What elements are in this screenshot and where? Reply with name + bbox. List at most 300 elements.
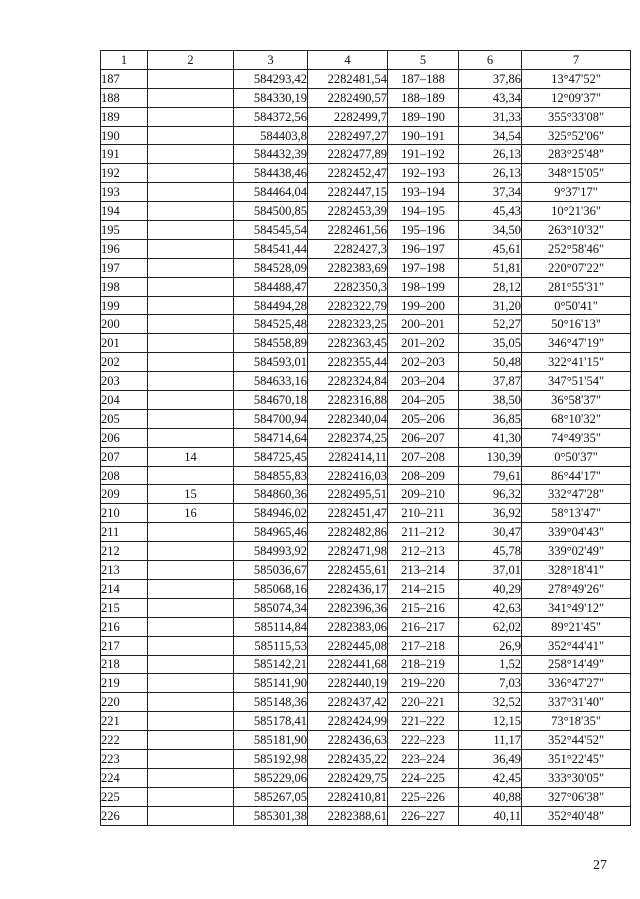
boundary-point-cell xyxy=(148,296,234,315)
table-row xyxy=(101,145,631,164)
coord-x-cell: 584432,39 xyxy=(234,145,308,164)
segment-cell: 187–188 xyxy=(388,69,459,88)
point-number-cell: 202 xyxy=(101,353,148,372)
coord-y-cell: 2282363,45 xyxy=(308,334,388,353)
boundary-point-cell xyxy=(148,88,234,107)
length-cell: 45,78 xyxy=(459,542,522,561)
segment-cell: 199–200 xyxy=(388,296,459,315)
coord-x-cell: 584528,09 xyxy=(234,258,308,277)
point-number-cell: 214 xyxy=(101,579,148,598)
boundary-point-cell xyxy=(148,466,234,485)
point-number-cell: 213 xyxy=(101,561,148,580)
table-row xyxy=(101,372,631,391)
bearing-cell: 336°47'27" xyxy=(522,674,631,693)
coord-y-cell: 2282481,54 xyxy=(308,69,388,88)
coord-y-cell: 2282316,88 xyxy=(308,391,388,410)
segment-cell: 219–220 xyxy=(388,674,459,693)
table-row xyxy=(101,202,631,221)
point-number-cell: 220 xyxy=(101,693,148,712)
boundary-point-cell xyxy=(148,787,234,806)
boundary-point-cell xyxy=(148,239,234,258)
bearing-cell: 0°50'41" xyxy=(522,296,631,315)
boundary-point-cell xyxy=(148,277,234,296)
bearing-cell: 346°47'19" xyxy=(522,334,631,353)
length-cell: 32,52 xyxy=(459,693,522,712)
table-row xyxy=(101,523,631,542)
coord-y-cell: 2282453,39 xyxy=(308,202,388,221)
point-number-cell: 212 xyxy=(101,542,148,561)
point-number-cell: 210 xyxy=(101,504,148,523)
segment-cell: 198–199 xyxy=(388,277,459,296)
length-cell: 51,81 xyxy=(459,258,522,277)
point-number-cell: 223 xyxy=(101,749,148,768)
segment-cell: 221–222 xyxy=(388,712,459,731)
bearing-cell: 258°14'49" xyxy=(522,655,631,674)
coord-x-cell: 585178,41 xyxy=(234,712,308,731)
point-number-cell: 191 xyxy=(101,145,148,164)
segment-cell: 190–191 xyxy=(388,126,459,145)
length-cell: 11,17 xyxy=(459,731,522,750)
segment-cell: 189–190 xyxy=(388,107,459,126)
length-cell: 34,50 xyxy=(459,221,522,240)
segment-cell: 192–193 xyxy=(388,164,459,183)
segment-cell: 197–198 xyxy=(388,258,459,277)
header-row xyxy=(101,51,631,70)
table-row xyxy=(101,655,631,674)
coord-x-cell: 585141,90 xyxy=(234,674,308,693)
coord-x-cell: 584488,47 xyxy=(234,277,308,296)
bearing-cell: 352°40'48" xyxy=(522,806,631,825)
coord-x-cell: 584494,28 xyxy=(234,296,308,315)
coord-x-cell: 585036,67 xyxy=(234,561,308,580)
coord-y-cell: 2282497,27 xyxy=(308,126,388,145)
coord-x-cell: 584700,94 xyxy=(234,409,308,428)
length-cell: 45,61 xyxy=(459,239,522,258)
boundary-point-cell xyxy=(148,598,234,617)
coord-y-cell: 2282451,47 xyxy=(308,504,388,523)
coord-x-cell: 585229,06 xyxy=(234,768,308,787)
length-cell: 7,03 xyxy=(459,674,522,693)
point-number-cell: 189 xyxy=(101,107,148,126)
coord-x-cell: 584464,04 xyxy=(234,183,308,202)
segment-cell: 216–217 xyxy=(388,617,459,636)
coord-y-cell: 2282471,98 xyxy=(308,542,388,561)
boundary-point-cell xyxy=(148,126,234,145)
point-number-cell: 218 xyxy=(101,655,148,674)
bearing-cell: 263°10'32" xyxy=(522,221,631,240)
segment-cell: 226–227 xyxy=(388,806,459,825)
length-cell: 130,39 xyxy=(459,447,522,466)
bearing-cell: 73°18'35" xyxy=(522,712,631,731)
coord-y-cell: 2282383,06 xyxy=(308,617,388,636)
boundary-point-cell xyxy=(148,768,234,787)
boundary-point-cell: 14 xyxy=(148,447,234,466)
table-row xyxy=(101,712,631,731)
segment-cell: 210–211 xyxy=(388,504,459,523)
coord-y-cell: 2282322,79 xyxy=(308,296,388,315)
bearing-cell: 283°25'48" xyxy=(522,145,631,164)
segment-cell: 222–223 xyxy=(388,731,459,750)
length-cell: 62,02 xyxy=(459,617,522,636)
point-number-cell: 198 xyxy=(101,277,148,296)
coord-y-cell: 2282445,08 xyxy=(308,636,388,655)
length-cell: 42,45 xyxy=(459,768,522,787)
point-number-cell: 190 xyxy=(101,126,148,145)
length-cell: 36,92 xyxy=(459,504,522,523)
length-cell: 52,27 xyxy=(459,315,522,334)
bearing-cell: 352°44'52" xyxy=(522,731,631,750)
coord-x-cell: 585181,90 xyxy=(234,731,308,750)
table-row xyxy=(101,806,631,825)
coord-x-cell: 584860,36 xyxy=(234,485,308,504)
segment-cell: 215–216 xyxy=(388,598,459,617)
table-row xyxy=(101,296,631,315)
boundary-point-cell xyxy=(148,542,234,561)
table-row xyxy=(101,636,631,655)
boundary-point-cell xyxy=(148,164,234,183)
table-row xyxy=(101,466,631,485)
table-row xyxy=(101,277,631,296)
bearing-cell: 278°49'26" xyxy=(522,579,631,598)
boundary-point-cell xyxy=(148,617,234,636)
length-cell: 42,63 xyxy=(459,598,522,617)
segment-cell: 204–205 xyxy=(388,391,459,410)
length-cell: 38,50 xyxy=(459,391,522,410)
coord-y-cell: 2282490,57 xyxy=(308,88,388,107)
point-number-cell: 217 xyxy=(101,636,148,655)
length-cell: 26,9 xyxy=(459,636,522,655)
table-row xyxy=(101,126,631,145)
point-number-cell: 226 xyxy=(101,806,148,825)
coord-x-cell: 584500,85 xyxy=(234,202,308,221)
bearing-cell: 36°58'37" xyxy=(522,391,631,410)
coord-y-cell: 2282441,68 xyxy=(308,655,388,674)
coord-x-cell: 584403,8 xyxy=(234,126,308,145)
segment-cell: 188–189 xyxy=(388,88,459,107)
point-number-cell: 221 xyxy=(101,712,148,731)
boundary-point-cell xyxy=(148,693,234,712)
boundary-point-cell xyxy=(148,523,234,542)
coord-y-cell: 2282355,44 xyxy=(308,353,388,372)
coord-x-cell: 585148,36 xyxy=(234,693,308,712)
length-cell: 40,88 xyxy=(459,787,522,806)
coord-y-cell: 2282350,3 xyxy=(308,277,388,296)
coord-x-cell: 585267,05 xyxy=(234,787,308,806)
coord-x-cell: 585301,38 xyxy=(234,806,308,825)
header-col-6: 6 xyxy=(459,51,522,70)
table-row xyxy=(101,561,631,580)
boundary-point-cell xyxy=(148,579,234,598)
length-cell: 35,05 xyxy=(459,334,522,353)
length-cell: 31,20 xyxy=(459,296,522,315)
coord-y-cell: 2282461,56 xyxy=(308,221,388,240)
table-row xyxy=(101,447,631,466)
coord-x-cell: 585115,53 xyxy=(234,636,308,655)
point-number-cell: 195 xyxy=(101,221,148,240)
bearing-cell: 86°44'17" xyxy=(522,466,631,485)
boundary-point-cell xyxy=(148,806,234,825)
coord-x-cell: 584633,16 xyxy=(234,372,308,391)
segment-cell: 209–210 xyxy=(388,485,459,504)
bearing-cell: 10°21'36" xyxy=(522,202,631,221)
table-row xyxy=(101,768,631,787)
bearing-cell: 325°52'06" xyxy=(522,126,631,145)
point-number-cell: 209 xyxy=(101,485,148,504)
page-number: 27 xyxy=(593,858,607,873)
header-col-2: 2 xyxy=(148,51,234,70)
coord-x-cell: 584330,19 xyxy=(234,88,308,107)
boundary-point-cell xyxy=(148,636,234,655)
coord-y-cell: 2282499,7 xyxy=(308,107,388,126)
segment-cell: 218–219 xyxy=(388,655,459,674)
bearing-cell: 339°02'49" xyxy=(522,542,631,561)
length-cell: 36,49 xyxy=(459,749,522,768)
segment-cell: 206–207 xyxy=(388,428,459,447)
boundary-point-cell xyxy=(148,202,234,221)
length-cell: 96,32 xyxy=(459,485,522,504)
bearing-cell: 333°30'05" xyxy=(522,768,631,787)
point-number-cell: 208 xyxy=(101,466,148,485)
length-cell: 31,33 xyxy=(459,107,522,126)
header-col-1: 1 xyxy=(101,51,148,70)
point-number-cell: 206 xyxy=(101,428,148,447)
coord-x-cell: 585114,84 xyxy=(234,617,308,636)
bearing-cell: 12°09'37" xyxy=(522,88,631,107)
coord-x-cell: 585068,16 xyxy=(234,579,308,598)
boundary-point-cell xyxy=(148,428,234,447)
boundary-point-cell xyxy=(148,221,234,240)
coord-y-cell: 2282414,11 xyxy=(308,447,388,466)
table-row xyxy=(101,693,631,712)
bearing-cell: 13°47'52" xyxy=(522,69,631,88)
length-cell: 34,54 xyxy=(459,126,522,145)
coord-x-cell: 584714,64 xyxy=(234,428,308,447)
bearing-cell: 281°55'31" xyxy=(522,277,631,296)
length-cell: 79,61 xyxy=(459,466,522,485)
bearing-cell: 337°31'40" xyxy=(522,693,631,712)
boundary-point-cell xyxy=(148,107,234,126)
table-row xyxy=(101,617,631,636)
boundary-point-cell xyxy=(148,353,234,372)
header-col-3: 3 xyxy=(234,51,308,70)
length-cell: 1,52 xyxy=(459,655,522,674)
point-number-cell: 196 xyxy=(101,239,148,258)
bearing-cell: 0°50'37" xyxy=(522,447,631,466)
bearing-cell: 332°47'28" xyxy=(522,485,631,504)
coord-y-cell: 2282388,61 xyxy=(308,806,388,825)
coord-y-cell: 2282396,36 xyxy=(308,598,388,617)
length-cell: 40,29 xyxy=(459,579,522,598)
bearing-cell: 328°18'41" xyxy=(522,561,631,580)
segment-cell: 193–194 xyxy=(388,183,459,202)
table-row xyxy=(101,69,631,88)
table-row xyxy=(101,598,631,617)
header-col-4: 4 xyxy=(308,51,388,70)
length-cell: 41,30 xyxy=(459,428,522,447)
table-row xyxy=(101,731,631,750)
segment-cell: 211–212 xyxy=(388,523,459,542)
length-cell: 40,11 xyxy=(459,806,522,825)
point-number-cell: 199 xyxy=(101,296,148,315)
coord-y-cell: 2282374,25 xyxy=(308,428,388,447)
table-row xyxy=(101,107,631,126)
bearing-cell: 50°16'13" xyxy=(522,315,631,334)
coord-y-cell: 2282383,69 xyxy=(308,258,388,277)
boundary-point-cell: 15 xyxy=(148,485,234,504)
segment-cell: 220–221 xyxy=(388,693,459,712)
coord-y-cell: 2282455,61 xyxy=(308,561,388,580)
table-row xyxy=(101,787,631,806)
coord-y-cell: 2282495,51 xyxy=(308,485,388,504)
bearing-cell: 58°13'47" xyxy=(522,504,631,523)
point-number-cell: 225 xyxy=(101,787,148,806)
coord-y-cell: 2282427,3 xyxy=(308,239,388,258)
bearing-cell: 348°15'05" xyxy=(522,164,631,183)
header-col-7: 7 xyxy=(522,51,631,70)
segment-cell: 223–224 xyxy=(388,749,459,768)
table-row xyxy=(101,485,631,504)
boundary-point-cell xyxy=(148,749,234,768)
bearing-cell: 322°41'15" xyxy=(522,353,631,372)
bearing-cell: 327°06'38" xyxy=(522,787,631,806)
boundary-point-cell xyxy=(148,409,234,428)
table-row xyxy=(101,542,631,561)
point-number-cell: 188 xyxy=(101,88,148,107)
point-number-cell: 205 xyxy=(101,409,148,428)
boundary-point-cell xyxy=(148,712,234,731)
segment-cell: 191–192 xyxy=(388,145,459,164)
point-number-cell: 200 xyxy=(101,315,148,334)
point-number-cell: 211 xyxy=(101,523,148,542)
coord-y-cell: 2282437,42 xyxy=(308,693,388,712)
table-row xyxy=(101,504,631,523)
coord-x-cell: 584541,44 xyxy=(234,239,308,258)
bearing-cell: 352°44'41" xyxy=(522,636,631,655)
point-number-cell: 219 xyxy=(101,674,148,693)
coord-x-cell: 584725,45 xyxy=(234,447,308,466)
segment-cell: 225–226 xyxy=(388,787,459,806)
boundary-point-cell xyxy=(148,655,234,674)
length-cell: 37,34 xyxy=(459,183,522,202)
boundary-point-cell xyxy=(148,561,234,580)
table-row xyxy=(101,164,631,183)
boundary-point-cell xyxy=(148,372,234,391)
boundary-point-cell xyxy=(148,183,234,202)
point-number-cell: 201 xyxy=(101,334,148,353)
point-number-cell: 216 xyxy=(101,617,148,636)
coord-y-cell: 2282477,89 xyxy=(308,145,388,164)
coord-y-cell: 2282323,25 xyxy=(308,315,388,334)
coord-x-cell: 584372,56 xyxy=(234,107,308,126)
boundary-point-cell xyxy=(148,731,234,750)
boundary-point-cell xyxy=(148,69,234,88)
segment-cell: 203–204 xyxy=(388,372,459,391)
segment-cell: 212–213 xyxy=(388,542,459,561)
bearing-cell: 339°04'43" xyxy=(522,523,631,542)
header-col-5: 5 xyxy=(388,51,459,70)
boundary-point-cell xyxy=(148,674,234,693)
coord-x-cell: 584946,02 xyxy=(234,504,308,523)
coordinates-table xyxy=(100,50,631,826)
table-row xyxy=(101,391,631,410)
point-number-cell: 192 xyxy=(101,164,148,183)
coord-y-cell: 2282324,84 xyxy=(308,372,388,391)
point-number-cell: 204 xyxy=(101,391,148,410)
table-header xyxy=(101,51,631,70)
bearing-cell: 351°22'45" xyxy=(522,749,631,768)
table-row xyxy=(101,674,631,693)
segment-cell: 217–218 xyxy=(388,636,459,655)
coord-x-cell: 585142,21 xyxy=(234,655,308,674)
bearing-cell: 347°51'54" xyxy=(522,372,631,391)
bearing-cell: 341°49'12" xyxy=(522,598,631,617)
boundary-point-cell xyxy=(148,391,234,410)
table-row xyxy=(101,183,631,202)
coord-y-cell: 2282340,04 xyxy=(308,409,388,428)
bearing-cell: 68°10'32" xyxy=(522,409,631,428)
table-row xyxy=(101,579,631,598)
length-cell: 12,15 xyxy=(459,712,522,731)
length-cell: 36,85 xyxy=(459,409,522,428)
coord-x-cell: 585074,34 xyxy=(234,598,308,617)
boundary-point-cell xyxy=(148,334,234,353)
table-body xyxy=(101,69,631,825)
bearing-cell: 74°49'35" xyxy=(522,428,631,447)
boundary-point-cell xyxy=(148,258,234,277)
coord-x-cell: 584525,48 xyxy=(234,315,308,334)
table-row xyxy=(101,221,631,240)
point-number-cell: 194 xyxy=(101,202,148,221)
coord-x-cell: 584965,46 xyxy=(234,523,308,542)
length-cell: 45,43 xyxy=(459,202,522,221)
segment-cell: 201–202 xyxy=(388,334,459,353)
coord-x-cell: 585192,98 xyxy=(234,749,308,768)
table-row xyxy=(101,749,631,768)
coord-x-cell: 584545,54 xyxy=(234,221,308,240)
bearing-cell: 89°21'45" xyxy=(522,617,631,636)
coord-y-cell: 2282416,03 xyxy=(308,466,388,485)
coord-x-cell: 584993,92 xyxy=(234,542,308,561)
point-number-cell: 197 xyxy=(101,258,148,277)
length-cell: 26,13 xyxy=(459,145,522,164)
bearing-cell: 252°58'46" xyxy=(522,239,631,258)
coord-x-cell: 584558,89 xyxy=(234,334,308,353)
table-row xyxy=(101,409,631,428)
point-number-cell: 203 xyxy=(101,372,148,391)
segment-cell: 208–209 xyxy=(388,466,459,485)
point-number-cell: 193 xyxy=(101,183,148,202)
segment-cell: 196–197 xyxy=(388,239,459,258)
bearing-cell: 355°33'08" xyxy=(522,107,631,126)
coord-y-cell: 2282447,15 xyxy=(308,183,388,202)
table-row xyxy=(101,428,631,447)
boundary-point-cell xyxy=(148,145,234,164)
segment-cell: 213–214 xyxy=(388,561,459,580)
coord-y-cell: 2282440,19 xyxy=(308,674,388,693)
length-cell: 43,34 xyxy=(459,88,522,107)
segment-cell: 214–215 xyxy=(388,579,459,598)
table-row xyxy=(101,353,631,372)
bearing-cell: 220°07'22" xyxy=(522,258,631,277)
bearing-cell: 9°37'17" xyxy=(522,183,631,202)
point-number-cell: 224 xyxy=(101,768,148,787)
boundary-point-cell xyxy=(148,315,234,334)
length-cell: 37,86 xyxy=(459,69,522,88)
coord-x-cell: 584593,01 xyxy=(234,353,308,372)
segment-cell: 200–201 xyxy=(388,315,459,334)
table-row xyxy=(101,258,631,277)
segment-cell: 207–208 xyxy=(388,447,459,466)
